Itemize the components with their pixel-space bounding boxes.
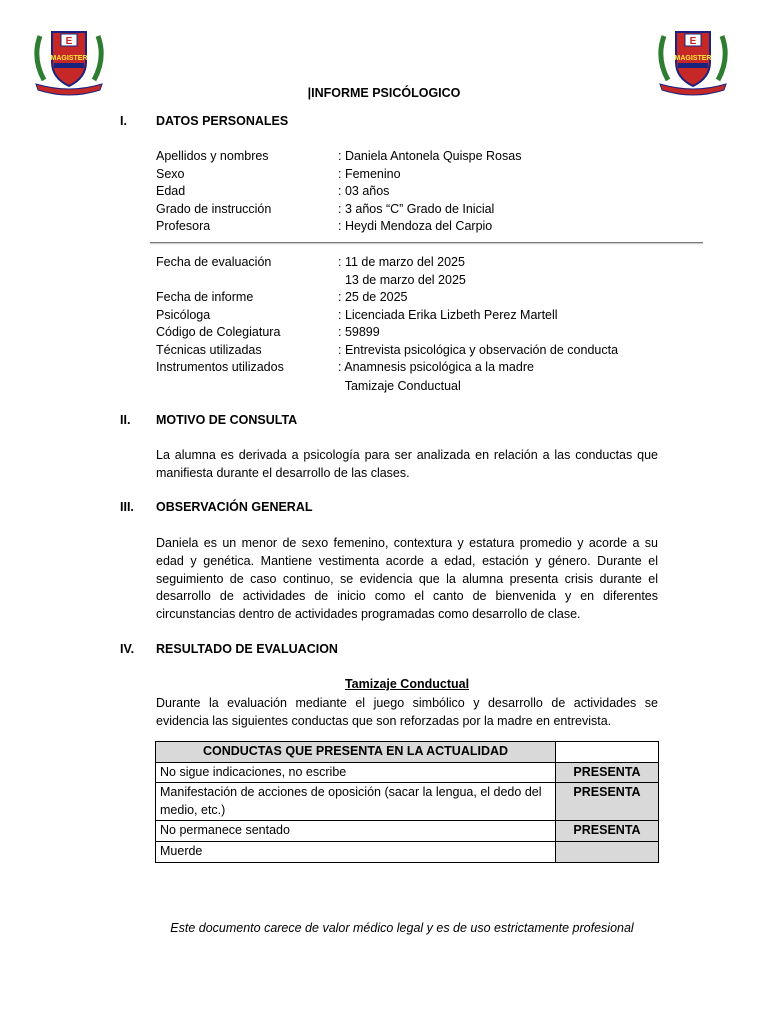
resultado-cell <box>556 841 659 862</box>
evaluation-row <box>156 358 676 376</box>
personal-row <box>156 147 676 165</box>
evaluation-row <box>156 288 676 306</box>
tamizaje-subtitle: Tamizaje Conductual <box>344 677 470 691</box>
resultado-cell: PRESENTA <box>556 821 659 842</box>
evaluation-row <box>156 341 676 359</box>
evaluation-row <box>156 253 676 271</box>
section-heading-2 <box>120 413 297 427</box>
section-number: IV. <box>120 642 135 656</box>
logo-text: MAGISTER <box>50 55 88 62</box>
table-row <box>156 762 659 783</box>
field-label: Profesora <box>156 219 211 233</box>
table-row <box>156 783 659 821</box>
motivo-paragraph: La alumna es derivada a psicología para ser analizada en relación a las conductas que manifiesta durante el desarrollo de las clases. <box>156 448 658 480</box>
field-value: : Entrevista psicológica y observación de conducta <box>338 343 619 357</box>
field-value: Tamizaje Conductual <box>338 379 461 393</box>
section-number: III. <box>120 500 134 514</box>
field-value: : 03 años <box>338 184 390 198</box>
section-number: II. <box>120 413 131 427</box>
table-header: CONDUCTAS QUE PRESENTA EN LA ACTUALIDAD <box>156 742 556 763</box>
conducta-cell: No permanece sentado <box>156 821 556 842</box>
evaluation-row <box>156 271 676 289</box>
field-label: Sexo <box>156 167 185 181</box>
field-label: Grado de instrucción <box>156 202 272 216</box>
evaluation-row <box>156 377 676 395</box>
conducta-cell: Manifestación de acciones de oposición (sacar la lengua, el dedo del medio, etc.) <box>156 783 556 821</box>
footer-disclaimer: Este documento carece de valor médico legal y es de uso estrictamente profesional <box>170 921 634 935</box>
field-value: : Heydi Mendoza del Carpio <box>338 219 493 233</box>
field-label: Fecha de evaluación <box>156 255 272 269</box>
section-title: RESULTADO DE EVALUACION <box>156 642 338 656</box>
section-heading-4 <box>120 642 338 656</box>
field-label: Apellidos y nombres <box>156 149 269 163</box>
personal-row <box>156 217 676 235</box>
conducta-cell: Muerde <box>156 841 556 862</box>
field-value: : 25 de 2025 <box>338 290 408 304</box>
table-row <box>156 821 659 842</box>
field-label: Técnicas utilizadas <box>156 343 262 357</box>
field-label: Psicóloga <box>156 308 211 322</box>
table-header-result <box>556 742 659 763</box>
field-value: : Daniela Antonela Quispe Rosas <box>338 149 522 163</box>
field-label: Instrumentos utilizados <box>156 360 284 374</box>
logo-letter: E <box>689 36 697 47</box>
section-heading-1 <box>120 114 288 128</box>
field-value: : Femenino <box>338 167 401 181</box>
field-label: Fecha de informe <box>156 290 254 304</box>
evaluation-row <box>156 323 676 341</box>
section-title: DATOS PERSONALES <box>156 114 289 128</box>
divider-line <box>150 242 703 243</box>
field-value: : 11 de marzo del 2025 <box>338 255 465 269</box>
observacion-paragraph: Daniela es un menor de sexo femenino, contextura y estatura promedio y acorde a su edad y genética. Mantiene vestimenta acorde a edad, estación y género. Durante el seguimiento de caso continuo, se evidencia que la alumna presenta crisis durante el desarrollo de actividades de inicio como el canto de bienvenida y en diferentes circunstancias dentro de actividades programadas como desarrollo de clase. <box>156 536 658 622</box>
field-value: : Licenciada Erika Lizbeth Perez Martell <box>338 308 558 322</box>
logo-text: MAGISTER <box>674 55 712 62</box>
field-label: Edad <box>156 184 186 198</box>
table-header-row <box>156 742 659 763</box>
field-value: 13 de marzo del 2025 <box>338 273 466 287</box>
personal-row <box>156 182 676 200</box>
tamizaje-intro: Durante la evaluación mediante el juego simbólico y desarrollo de actividades se evidencia las siguientes conductas que son reforzadas por la madre en entrevista. <box>156 696 658 728</box>
personal-row <box>156 165 676 183</box>
table-row <box>156 841 659 862</box>
field-value: : 59899 <box>338 325 380 339</box>
section-title: OBSERVACIÓN GENERAL <box>156 500 313 514</box>
section-heading-3 <box>120 500 313 514</box>
field-label: Código de Colegiatura <box>156 325 281 339</box>
conducta-cell: No sigue indicaciones, no escribe <box>156 762 556 783</box>
field-value: : Anamnesis psicológica a la madre <box>338 360 534 374</box>
logo-letter: E <box>65 36 73 47</box>
field-value: : 3 años “C” Grado de Inicial <box>338 202 495 216</box>
section-title: MOTIVO DE CONSULTA <box>156 413 298 427</box>
evaluation-row <box>156 306 676 324</box>
resultado-cell: PRESENTA <box>556 783 659 821</box>
section-number: I. <box>120 114 127 128</box>
resultado-cell: PRESENTA <box>556 762 659 783</box>
report-title: |INFORME PSICÓLOGICO <box>307 86 461 100</box>
personal-row <box>156 200 676 218</box>
conductas-table <box>155 741 659 863</box>
